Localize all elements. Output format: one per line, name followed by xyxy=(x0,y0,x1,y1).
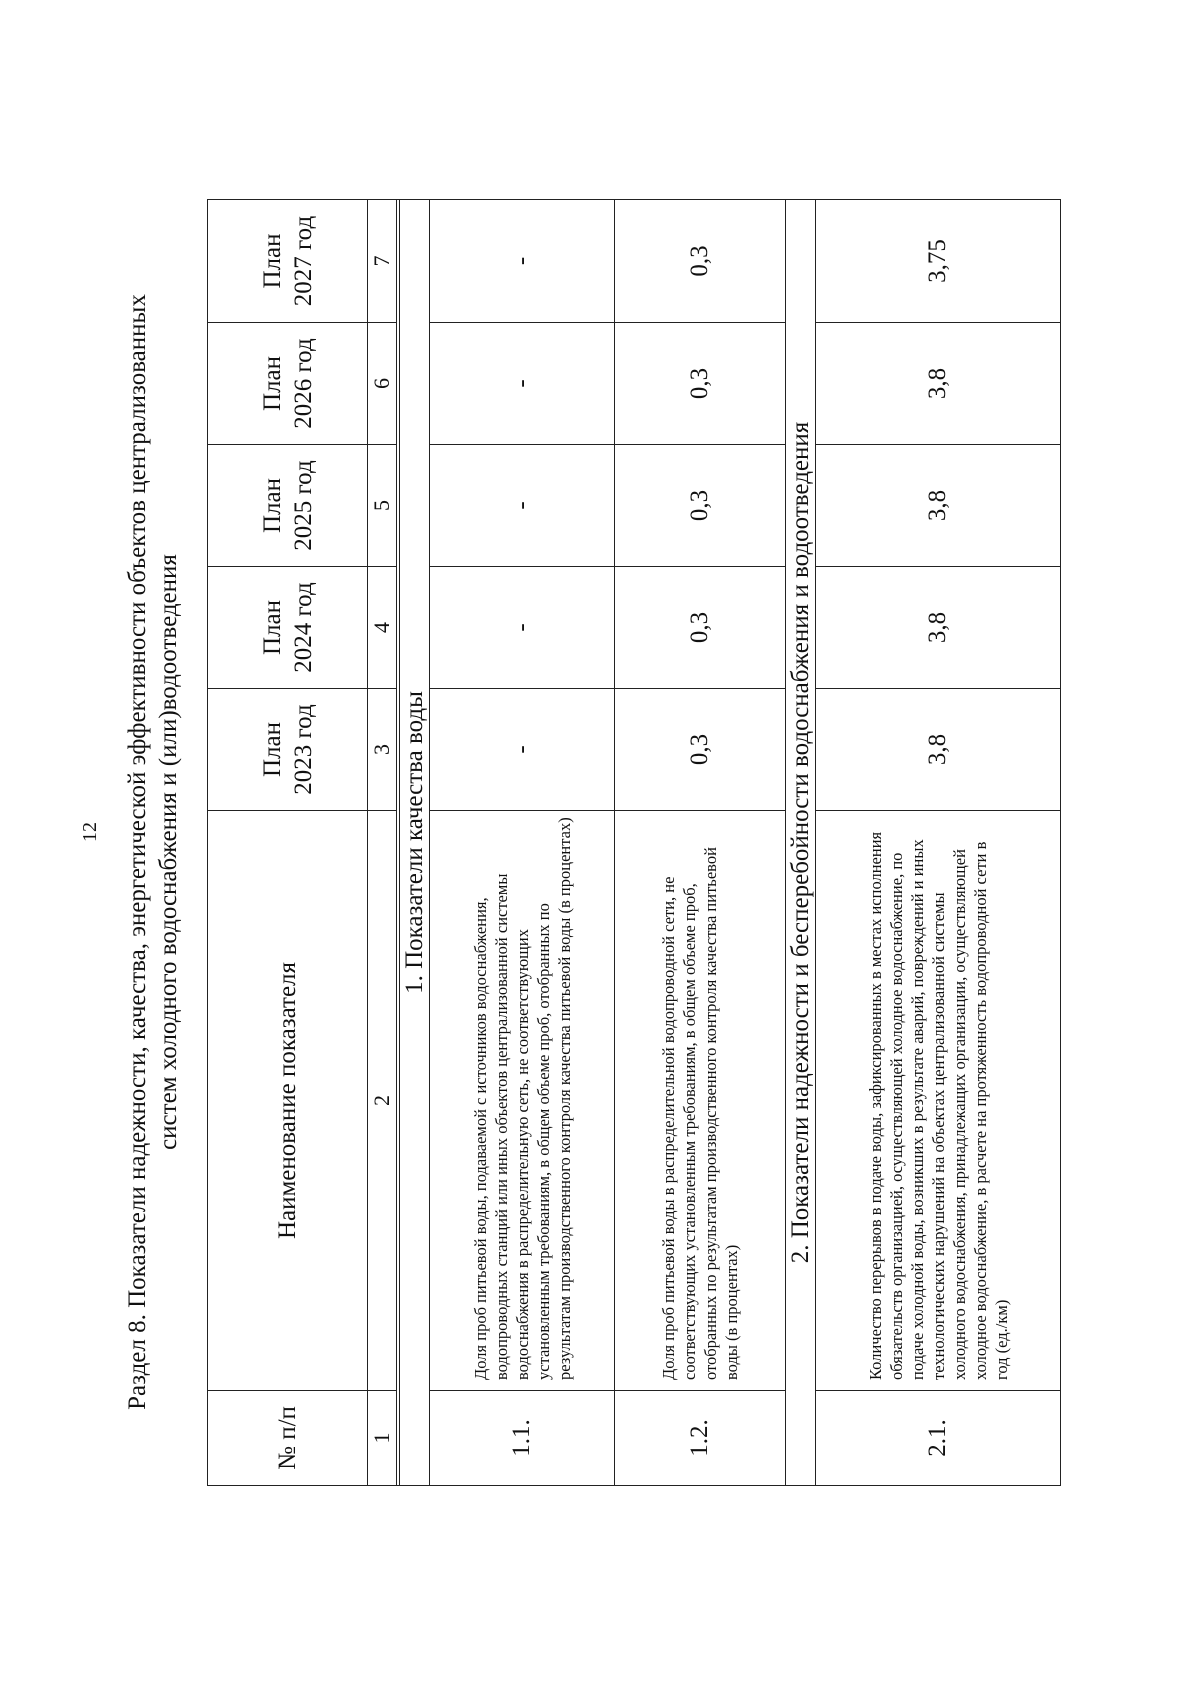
header-plan-year: 2023 год xyxy=(289,704,317,795)
column-index-cell: 5 xyxy=(368,445,397,567)
header-plan-2023 xyxy=(208,689,368,811)
section-title xyxy=(122,222,196,1482)
section-title-line-2: систем холодного водоснабжения и (или)водоотведения xyxy=(155,554,182,1150)
value-2027: 3,75 xyxy=(816,200,1061,323)
header-plan-label: План xyxy=(258,722,286,778)
value-2024: 0,3 xyxy=(615,567,786,689)
value-2025: 3,8 xyxy=(816,445,1061,567)
value-2026: 0,3 xyxy=(615,323,786,445)
column-index-cell: 1 xyxy=(368,1391,397,1486)
column-index-cell: 2 xyxy=(368,811,397,1391)
section-heading-row xyxy=(400,200,430,1486)
header-plan-2026 xyxy=(208,323,368,445)
header-plan-2025 xyxy=(208,445,368,567)
table-row xyxy=(615,200,786,1486)
value-2024: - xyxy=(430,567,615,689)
value-2025: - xyxy=(430,445,615,567)
header-plan-year: 2025 год xyxy=(289,460,317,551)
value-2023: - xyxy=(430,689,615,811)
column-index-cell: 3 xyxy=(368,689,397,811)
row-number: 2.1. xyxy=(816,1391,1061,1486)
value-2024: 3,8 xyxy=(816,567,1061,689)
header-plan-label: План xyxy=(258,233,286,289)
header-indicator-name: Наименование показателя xyxy=(208,811,368,1391)
section-heading-row xyxy=(786,200,816,1486)
column-index-cell: 4 xyxy=(368,567,397,689)
column-index-row xyxy=(368,200,397,1486)
header-plan-label: План xyxy=(258,478,286,534)
table-header-row xyxy=(208,200,368,1486)
table-row xyxy=(816,200,1061,1486)
indicator-name: Доля проб питьевой воды в распределительной водопроводной сети, не соответствующих установленным требованиям, в общем объеме проб, отобранных по результатам производственного контроля качества питьевой воды (в процентах) xyxy=(615,811,786,1391)
header-plan-label: План xyxy=(258,600,286,656)
column-index-cell: 7 xyxy=(368,200,397,323)
header-plan-year: 2027 год xyxy=(289,215,317,307)
page-number: 12 xyxy=(79,822,101,842)
header-plan-year: 2024 год xyxy=(289,582,317,673)
header-number: № п/п xyxy=(208,1391,368,1486)
value-2026: - xyxy=(430,323,615,445)
section-heading: 2. Показатели надежности и бесперебойности водоснабжения и водоотведения xyxy=(786,200,816,1486)
indicator-name: Доля проб питьевой воды, подаваемой с источников водоснабжения, водопроводных станций или иных объектов централизованной системы водоснабжения в распределительную сеть, не соответствующих установленным требованиям, в общем объеме проб, отобранных по результатам производственного контроля качества питьевой воды (в процентах) xyxy=(430,811,615,1391)
section-title-line-1: Раздел 8. Показатели надежности, качества, энергетической эффективности объектов централизованных xyxy=(124,294,151,1410)
section-heading: 1. Показатели качества воды xyxy=(400,200,430,1486)
header-plan-2024 xyxy=(208,567,368,689)
value-2027: 0,3 xyxy=(615,200,786,323)
indicators-table xyxy=(207,199,1061,1486)
header-plan-year: 2026 год xyxy=(289,338,317,429)
row-number: 1.2. xyxy=(615,1391,786,1486)
row-number: 1.1. xyxy=(430,1391,615,1486)
value-2023: 3,8 xyxy=(816,689,1061,811)
header-plan-label: План xyxy=(258,356,286,412)
rotated-page-content xyxy=(122,188,1082,1474)
value-2023: 0,3 xyxy=(615,689,786,811)
column-index-cell: 6 xyxy=(368,323,397,445)
value-2027: - xyxy=(430,200,615,323)
value-2026: 3,8 xyxy=(816,323,1061,445)
indicator-name: Количество перерывов в подаче воды, зафиксированных в местах исполнения обязательств организацией, осуществляющей холодное водоснабжение, по подаче холодной воды, возникших в результате аварий, повреждений и иных технологических нарушений на объектах централизованной системы холодного водоснабжения, принадлежащих организации, осуществляющей холодное водоснабжение, в расчете на протяженность водопроводной сети в год (ед./км) xyxy=(816,811,1061,1391)
table-row xyxy=(430,200,615,1486)
value-2025: 0,3 xyxy=(615,445,786,567)
header-plan-2027 xyxy=(208,200,368,323)
